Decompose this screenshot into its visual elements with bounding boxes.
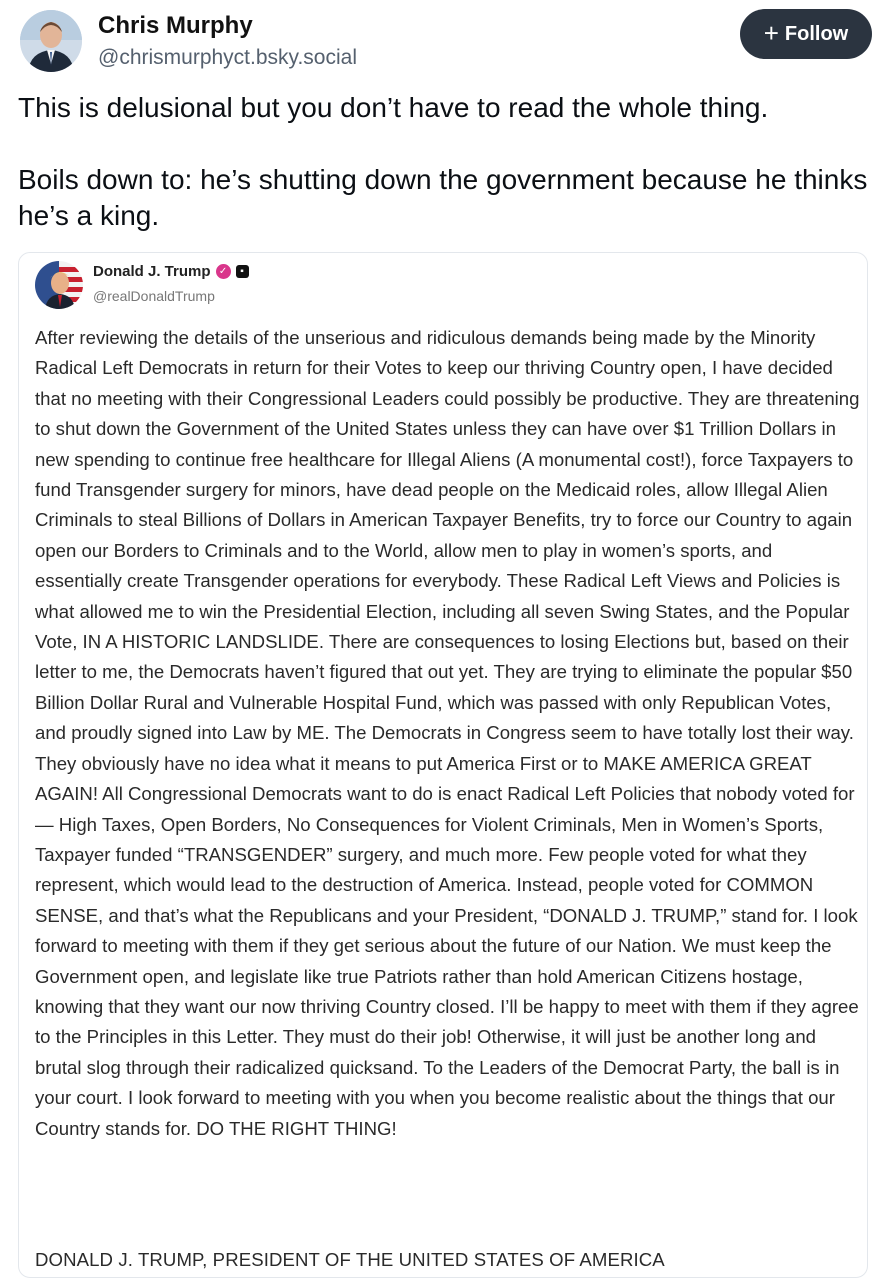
follow-button-label: Follow xyxy=(784,22,849,45)
truth-social-icon: ▪ xyxy=(236,265,249,278)
post-text-paragraph: Boils down to: he’s shutting down the government because he thinks he’s a king. xyxy=(18,164,868,231)
author-display-name[interactable]: Chris Murphy xyxy=(98,12,253,39)
embedded-author-name xyxy=(93,263,249,280)
embedded-author-avatar xyxy=(35,261,83,309)
author-handle[interactable]: @chrismurphyct.bsky.social xyxy=(98,46,357,69)
embedded-author-handle: @realDonaldTrump xyxy=(93,288,215,304)
verified-badge-icon: ✓ xyxy=(216,264,231,279)
follow-button[interactable] xyxy=(740,9,872,59)
author-avatar[interactable] xyxy=(20,10,82,72)
post-text xyxy=(18,90,868,234)
post-text-paragraph: This is delusional but you don’t have to read the whole thing. xyxy=(18,92,769,123)
embedded-signature: DONALD J. TRUMP, PRESIDENT OF THE UNITED STATES OF AMERICA xyxy=(35,1249,665,1270)
embedded-post-body: After reviewing the details of the unserious and ridiculous demands being made by the Minority Radical Left Democrats in return for their Votes to keep our thriving Country open, I have decided that no meeting with their Congressional Leaders could possibly be productive. They are threatening to shut down the Government of the United States unless they can have over $1 Trillion Dollars in new spending to continue free healthcare for Illegal Aliens (A monumental cost!), force Taxpayers to fund Transgender surgery for minors, have dead people on the Medicaid roles, allow Illegal Alien Criminals to steal Billions of Dollars in American Taxpayer Benefits, try to force our Country to again open our Borders to Criminals and to the World, allow men to play in women’s sports, and essentially create Transgender operations for everybody. These Radical Left Views and Policies is what allowed me to win the Presidential Election, including all seven Swing States, and the Popular Vote, IN A HISTORIC LANDSLIDE. There are consequences to losing Elections but, based on their letter to me, the Democrats haven’t figured that out yet. They are trying to eliminate the popular $50 Billion Dollar Rural and Vulnerable Hospital Fund, which was passed with only Republican Votes, and proudly signed into Law by ME. The Democrats in Congress seem to have totally lost their way. They obviously have no idea what it means to put America First or to MAKE AMERICA GREAT AGAIN! All Congressional Democrats want to do is enact Radical Left Policies that nobody voted for — High Taxes, Open Borders, No Consequences for Violent Criminals, Men in Women’s Sports, Taxpayer funded “TRANSGENDER” surgery, and much more. Few people voted for what they represent, which would lead to the destruction of America. Instead, people voted for COMMON SENSE, and that’s what the Republicans and your President, “DONALD J. TRUMP,” stand for. I look forward to meeting with them if they get serious about the future of our Nation. We must keep the Government open, and legislate like true Patriots rather than hold American Citizens hostage, knowing that they want our now thriving Country closed. I’ll be happy to meet with them if they agree to the Principles in this Letter. They must do their job! Otherwise, it will just be another long and brutal slog through their radicalized quicksand. To the Leaders of the Democrat Party, the ball is in your court. I look forward to meeting with you when you become realistic about the things that our Country stands for. DO THE RIGHT THING! xyxy=(35,327,860,1139)
embedded-display-name: Donald J. Trump xyxy=(93,263,211,280)
plus-icon: + xyxy=(763,18,779,48)
embedded-image[interactable] xyxy=(18,252,868,1278)
